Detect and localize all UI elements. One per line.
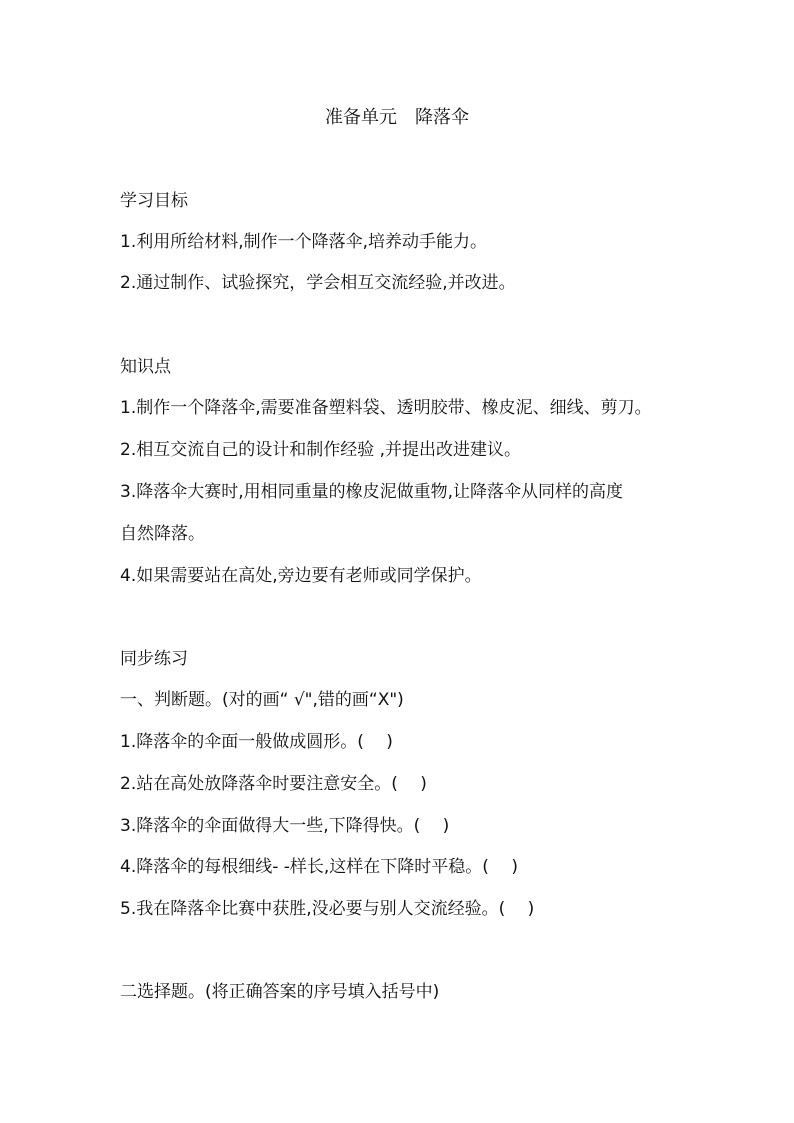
knowledge-item: 4.如果需要站在高处,旁边要有老师或同学保护。	[120, 566, 482, 586]
judgment-item: 4.降落伞的每根细线- -样长,这样在下降时平稳。( )	[120, 857, 518, 877]
judgment-item: 1.降落伞的伞面一般做成圆形。( )	[120, 732, 393, 752]
judgment-item: 3.降落伞的伞面做得大一些,下降得快。( )	[120, 816, 450, 836]
judgment-item: 5.我在降落伞比赛中获胜,没必要与别人交流经验。( )	[120, 899, 535, 919]
section-heading-knowledge: 知识点	[120, 357, 171, 377]
section-heading-objectives: 学习目标	[120, 191, 188, 211]
judgment-heading: 一、判断题。(对的画“ √",错的画“X")	[120, 690, 404, 710]
knowledge-item: 3.降落伞大赛时,用相同重量的橡皮泥做重物,让降落伞从同样的高度	[120, 482, 624, 502]
page-title: 准备单元 降落伞	[325, 107, 469, 128]
objective-item: 1.利用所给材料,制作一个降落伞,培养动手能力。	[120, 232, 488, 252]
knowledge-item-continuation: 自然降落。	[120, 524, 205, 544]
choice-heading: 二选择题。(将正确答案的序号填入括号中)	[120, 982, 440, 1002]
section-heading-practice: 同步练习	[120, 649, 188, 669]
judgment-item: 2.站在高处放降落伞时要注意安全。( )	[120, 774, 427, 794]
objective-item: 2.通过制作、试验探究，学会相互交流经验,并改进。	[120, 273, 516, 293]
knowledge-item: 2.相互交流自己的设计和制作经验 ,并提出改进建议。	[120, 440, 522, 460]
knowledge-item: 1.制作一个降落伞,需要准备塑料袋、透明胶带、橡皮泥、细线、剪刀。	[120, 398, 652, 418]
